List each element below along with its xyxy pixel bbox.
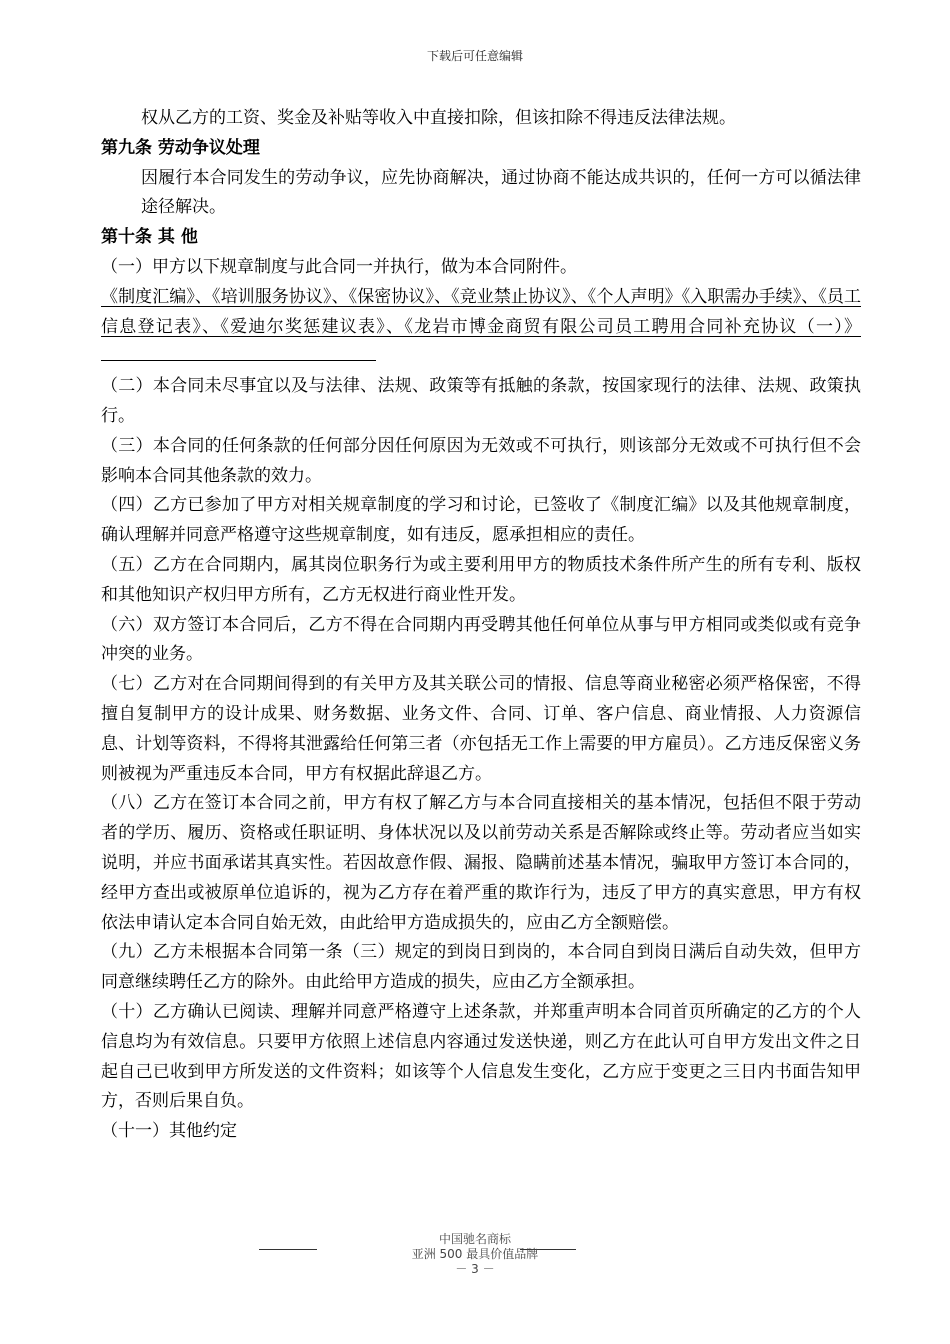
- clause-8: （八）乙方在签订本合同之前，甲方有权了解乙方与本合同直接相关的基本情况，包括但不限于劳动者的学历、履历、资格或任职证明、身体状况以及以前劳动关系是否解除或终止等。劳动者应当如实说明，并应书面承诺其真实性。若因故意作假、漏报、隐瞒前述基本情况，骗取甲方签订本合同的，经甲方查出或被原单位追诉的，视为乙方存在着严重的欺诈行为，违反了甲方的真实意思，甲方有权依法申请认定本合同自始无效，由此给甲方造成损失的，应由乙方全额赔偿。: [101, 793, 861, 933]
- attachment-list: [101, 283, 861, 372]
- document-body: [101, 104, 861, 1147]
- clause-11: （十一）其他约定: [101, 1121, 237, 1142]
- page-number: － 3 －: [455, 1262, 495, 1276]
- clause-6: （六）双方签订本合同后，乙方不得在合同期内再受聘其他任何单位从事与甲方相同或类似或有竞争冲突的业务。: [101, 614, 861, 665]
- header-note: 下载后可任意编辑: [426, 49, 523, 63]
- clause-5: （五）乙方在合同期内，属其岗位职务行为或主要利用甲方的物质技术条件所产生的所有专利、版权和其他知识产权归甲方所有，乙方无权进行商业性开发。: [101, 554, 861, 605]
- clause-7: （七）乙方对在合同期间得到的有关甲方及其关联公司的情报、信息等商业秘密必须严格保密，不得擅自复制甲方的设计成果、财务数据、业务文件、合同、订单、客户信息、商业情报、人力资源信息、计划等资料，不得将其泄露给任何第三者（亦包括无工作上需要的甲方雇员）。乙方违反保密义务则被视为严重违反本合同，甲方有权据此辞退乙方。: [101, 674, 861, 784]
- article-9-heading: 第九条 劳动争议处理: [101, 137, 260, 158]
- clause-10: （十）乙方确认已阅读、理解并同意严格遵守上述条款，并郑重声明本合同首页所确定的乙方的个人信息均为有效信息。只要甲方依照上述信息内容通过发送快递，则乙方在此认可自甲方发出文件之日起自己已收到甲方所发送的文件资料；如该等个人信息发生变化，乙方应于变更之三日内书面告知甲方，否则后果自负。: [101, 1001, 861, 1112]
- footer-line-1: 中国驰名商标: [438, 1232, 511, 1246]
- clause-3: （三）本合同的任何条款的任何部分因任何原因为无效或不可执行，则该部分无效或不可执行但不会影响本合同其他条款的效力。: [101, 435, 861, 486]
- article-10-heading: 第十条 其 他: [101, 227, 198, 248]
- footer: [0, 1232, 950, 1277]
- clause-9: （九）乙方未根据本合同第一条（三）规定的到岗日到岗的，本合同自到岗日满后自动失效，但甲方同意继续聘任乙方的除外。由此给甲方造成的损失，应由乙方全额承担。: [101, 942, 861, 993]
- footer-line-2: 亚洲 500 最具价值品牌: [411, 1247, 539, 1261]
- paragraph-continuation: 权从乙方的工资、奖金及补贴等收入中直接扣除，但该扣除不得违反法律法规。: [141, 108, 736, 128]
- clause-1: （一）甲方以下规章制度与此合同一并执行，做为本合同附件。: [101, 256, 577, 277]
- article-9-text: 因履行本合同发生的劳动争议，应先协商解决，通过协商不能达成共识的，任何一方可以循法律途径解决。: [141, 167, 861, 218]
- attachment-underline-rule: [101, 359, 376, 361]
- clause-4: （四）乙方已参加了甲方对相关规章制度的学习和讨论，已签收了《制度汇编》以及其他规章制度，确认理解并同意严格遵守这些规章制度，如有违反，愿承担相应的责任。: [101, 495, 861, 546]
- attachment-list-text: 《制度汇编》、《培训服务协议》、《保密协议》、《竞业禁止协议》、《个人声明》《入职需办手续》、《员工信息登记表》、《爱迪尔奖惩建议表》、《龙岩市博金商贸有限公司员工聘用合同补充协议（一）》: [101, 286, 861, 337]
- clause-2: （二）本合同未尽事宜以及与法律、法规、政策等有抵触的条款，按国家现行的法律、法规、政策执行。: [101, 376, 861, 426]
